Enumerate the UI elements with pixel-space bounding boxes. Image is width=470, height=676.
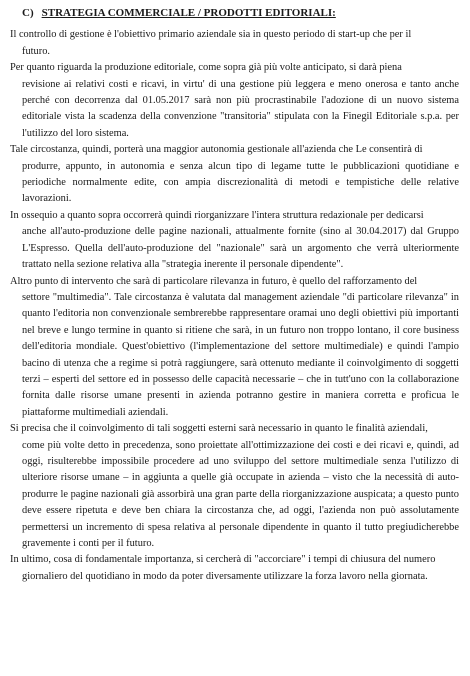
paragraph-external-subjects <box>10 421 459 552</box>
paragraph-start-up <box>10 27 459 60</box>
paragraph-first-line: Altro punto di intervento che sarà di particolare rilevanza in futuro, è quello del rafforzamento del <box>10 275 418 287</box>
paragraph-continuation: come più volte detto in precedenza, sono proiettate all'ottimizzazione dei costi e dei ricavi e, quindi, ad oggi, risulterebbe impossibile procedere ad uno sviluppo del settore multimediale senza l'utilizzo di ulteriore risorse umane – in aggiunta a quelle già occupate in azienda – visto che la necessità di auto-produrre le pagine nazionali già assorbirà una gran parte della riorganizzazione auspicata; a questo punto deve essere ripetuta e deve ben chiara la circostanza che, ad oggi, l'azienda non può assolutamente permettersi un incremento di spesa relativa al personale dipendente in quanto il tutto pregiudicherebbe gravemente i conti per il futuro. <box>22 439 459 549</box>
paragraph-multimedia <box>10 274 459 422</box>
paragraph-first-line: In ossequio a quanto sopra occorrerà quindi riorganizzare l'intera struttura redazionale per dedicarsi <box>10 209 424 221</box>
paragraph-first-line: Il controllo di gestione è l'obiettivo primario aziendale sia in questo periodo di start-up che per il <box>10 29 412 41</box>
paragraph-continuation: settore "multimedia". Tale circostanza è valutata dal management aziendale "di particolare rilevanza" in quanto l'editoria non convenzionale sembrerebbe rappresentare oramai uno degli obiettivi più importanti nel breve e lungo termine in quanto si ritiene che sarà, in un futuro non troppo lontano, il core business dell'editoria mondiale. Quest'obiettivo (l'implementazione del settore multimediale) e quindi l'ampio bacino di utenza che a regime si potrà raggiungere, sarà ottenuto mediante il coinvolgimento di soggetti terzi – esperti del settore ed in possesso delle capacità necessarie – che in tutt'uno con la collaborazione fornita dalle risorse umane presenti in azienda potranno gestire in maniera corretta e proficua le piattaforme multimediali aziendali. <box>22 291 459 418</box>
section-title: STRATEGIA COMMERCIALE / PRODOTTI EDITORIALI: <box>41 7 336 19</box>
paragraph-reorganization <box>10 208 459 274</box>
paragraph-first-line: In ultimo, cosa di fondamentale importanza, si cercherà di "accorciare" i tempi di chiusura del numero <box>10 554 436 566</box>
paragraph-editorial-production <box>10 60 459 142</box>
paragraph-continuation: produrre, appunto, in autonomia e senza alcun tipo di legame tutte le pubblicazioni quotidiane e periodiche normalmente edite, con ampia discrezionalità di metodi e tempistiche delle relative lavorazioni. <box>22 160 459 205</box>
section-heading <box>22 5 459 21</box>
paragraph-continuation: futuro. <box>22 45 50 57</box>
paragraph-autonomy <box>10 142 459 208</box>
paragraph-first-line: Tale circostanza, quindi, porterà una maggior autonomia gestionale all'azienda che Le consentirà di <box>10 144 423 156</box>
paragraph-closing-times <box>10 552 459 585</box>
paragraph-continuation: revisione ai relativi costi e ricavi, in virtu' di una gestione più leggera e meno onerosa e tanto anche perché con decorrenza dal 01.05.2017 sarà non più procrastinabile l'adozione di un nuovo sistema editoriale vista la scadenza della convenzione "transitoria" stipulata con la Finegil Editoriale s.p.a. per l'utilizzo del loro sistema. <box>22 78 459 139</box>
paragraph-first-line: Per quanto riguarda la produzione editoriale, come sopra già più volte anticipato, si darà piena <box>10 62 402 74</box>
paragraph-first-line: Si precisa che il coinvolgimento di tali soggetti esterni sarà necessario in quanto le finalità aziendali, <box>10 423 428 435</box>
section-letter: C) <box>22 7 34 19</box>
paragraph-continuation: anche all'auto-produzione delle pagine nazionali, attualmente fornite (sino al 30.04.2017) dal Gruppo L'Espresso. Quella dell'auto-produzione del "nazionale" sarà un argomento che verrà ulteriormente trattato nella sezione relativa alla "strategia inerente il personale dipendente". <box>22 226 459 271</box>
paragraph-continuation: giornaliero del quotidiano in modo da poter diversamente utilizzare la forza lavoro nella giornata. <box>22 570 428 582</box>
